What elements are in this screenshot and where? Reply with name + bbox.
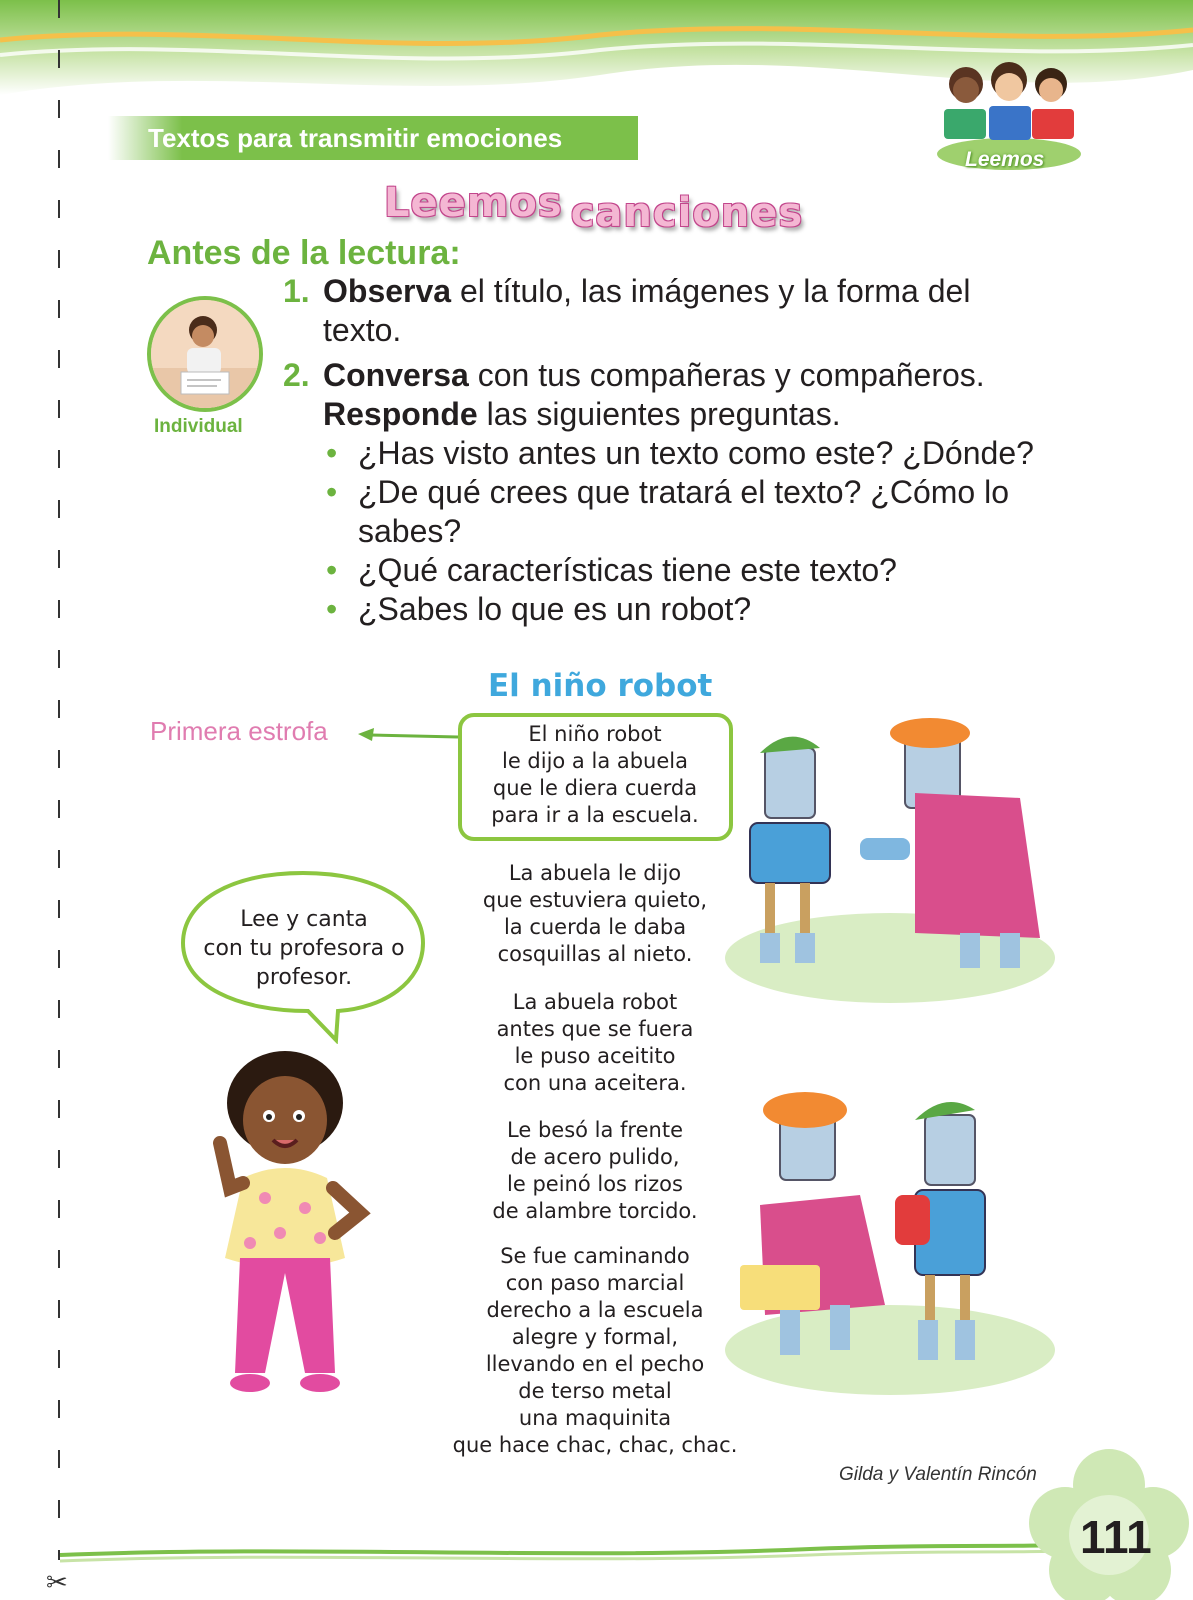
poem-title: El niño robot xyxy=(488,668,713,704)
stanza-1: El niño robot le dijo a la abuela que le diera cuerda para ir a la escuela. xyxy=(491,722,699,827)
step-2-text-cont: las siguientes preguntas. xyxy=(477,396,841,432)
girl-illustration xyxy=(195,1048,435,1413)
poem-author: Gilda y Valentín Rincón xyxy=(839,1464,1037,1485)
step-2-verb: Conversa xyxy=(323,357,469,393)
page-title xyxy=(384,180,804,236)
title-word-2: canciones xyxy=(570,190,804,236)
question-bullet: • ¿De qué crees que tratará el texto? ¿Cómo lo sabes? xyxy=(326,474,1009,549)
scissors-icon: ✂ xyxy=(46,1568,68,1598)
step-2-verb-2: Responde xyxy=(323,396,478,432)
question-bullet: • ¿Sabes lo que es un robot? xyxy=(326,591,752,627)
section-tag-text: Textos para transmitir emociones xyxy=(148,123,563,153)
stanza-4: Le besó la frente de acero pulido, le peinó los rizos de alambre torcido. xyxy=(492,1118,698,1223)
individual-work-icon xyxy=(147,296,263,412)
individual-label: Individual xyxy=(154,416,243,437)
question-bullet: • ¿Has visto antes un texto como este? ¿Dónde? xyxy=(326,435,1034,471)
step-1-text-cont: texto. xyxy=(323,312,402,348)
step-1-verb: Observa xyxy=(323,273,452,309)
before-reading-heading: Antes de la lectura: xyxy=(147,234,461,272)
robots-illustration-top xyxy=(720,718,1065,1008)
stanza-3: La abuela robot antes que se fuera le puso aceitito con una aceitera. xyxy=(496,990,694,1095)
section-tag xyxy=(108,116,638,160)
step-1 xyxy=(283,272,1083,350)
first-stanza-label: Primera estrofa xyxy=(150,716,328,746)
step-2 xyxy=(283,356,1083,434)
step-2-number: 2. xyxy=(283,357,310,393)
question-bullet: • ¿Qué características tiene este texto? xyxy=(326,552,897,588)
stanza-5: Se fue caminando con paso marcial derecho a la escuela alegre y formal, llevando en el pecho de terso metal una maquinita que hace chac, chac, chac. xyxy=(452,1244,738,1457)
step-1-number: 1. xyxy=(283,273,310,309)
title-word-1: Leemos xyxy=(384,180,563,226)
cut-line xyxy=(58,0,60,1560)
footer-wave xyxy=(60,1535,1060,1565)
step-2-text: con tus compañeras y compañeros. xyxy=(468,357,985,393)
corner-label: Leemos xyxy=(965,148,1045,171)
stanza-2: La abuela le dijo que estuviera quieto, la cuerda le daba cosquillas al nieto. xyxy=(482,861,708,966)
speech-bubble-text: Lee y canta con tu profesora o profesor. xyxy=(203,907,405,990)
page-number: 111 xyxy=(1080,1511,1152,1563)
arrow-left-icon xyxy=(358,727,458,743)
step-1-text: el título, las imágenes y la forma del xyxy=(451,273,971,309)
robots-illustration-bottom xyxy=(720,1055,1065,1395)
